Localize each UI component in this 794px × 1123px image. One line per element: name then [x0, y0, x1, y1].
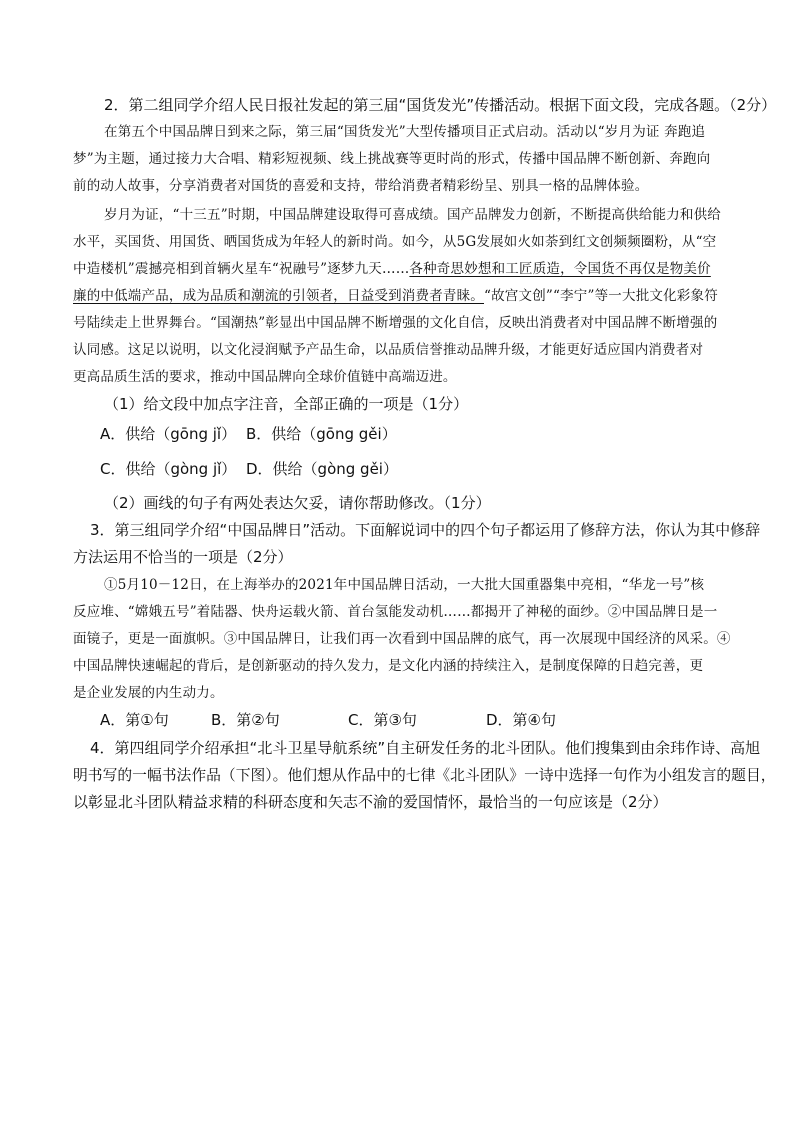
q2-passage-line: 岁月为证，“十三五”时期，中国品牌建设取得可喜成绩。国产品牌发力创新，不断提高供给能力和供给: [104, 207, 722, 223]
q2-passage-line: [73, 286, 718, 306]
q4-stem: 4．第四组同学介绍承担“北斗卫星导航系统”自主研发任务的北斗团队。他们搜集到由余玮作诗、高旭: [90, 739, 761, 757]
q3-stem: 方法运用不恰当的一项是（2分）: [73, 548, 293, 566]
q3-stem: 3．第三组同学介绍“中国品牌日”活动。下面解说词中的四个句子都运用了修辞方法，你认为其中修辞: [90, 521, 761, 539]
q3-passage-line: 中国品牌快速崛起的背后，是创新驱动的持久发力，是文化内涵的持续注入，是制度保障的日趋完善，更: [73, 658, 704, 674]
underlined-sentence: 廉的中低端产品，成为品质和潮流的引领者，日益受到消费者青睐。: [73, 288, 484, 304]
option-c[interactable]: C．供给（gòng jǐ）: [100, 460, 237, 478]
q2-passage-line: 前的动人故事，分享消费者对国货的喜爱和支持，带给消费者精彩纷呈、别具一格的品牌体验。: [73, 178, 649, 194]
q2-passage-line: 在第五个中国品牌日到来之际，第三届“国货发光”大型传播项目正式启动。活动以“岁月为证 奔跑追: [104, 124, 706, 140]
option-b[interactable]: B．第②句: [211, 711, 280, 729]
q2-sub2-stem: （2）画线的句子有两处表达欠妥，请你帮助修改。（1分）: [104, 494, 491, 512]
q3-passage-line: 是企业发展的内生动力。: [73, 685, 224, 701]
option-a[interactable]: A．供给（gōng jǐ）: [100, 425, 237, 443]
q2-stem: 2．第二组同学介绍人民日报社发起的第三届“国货发光”传播活动。根据下面文段，完成各题。（2分）: [104, 96, 777, 114]
option-b[interactable]: B．供给（gōng gěi）: [246, 425, 397, 443]
q3-passage-line: 面镜子，更是一面旗帜。③中国品牌日，让我们再一次看到中国品牌的底气，再一次展现中国经济的风采。④: [73, 631, 731, 647]
option-a[interactable]: A．第①句: [100, 711, 169, 729]
q2-passage-line: 水平，买国货、用国货、晒国货成为年轻人的新时尚。如今，从5G发展如火如荼到红文创频频圈粉，从“空: [73, 234, 717, 250]
q2-passage-line: 更高品质生活的要求，推动中国品牌向全球价值链中高端迈进。: [73, 369, 457, 385]
option-d[interactable]: D．供给（gòng gěi）: [246, 460, 398, 478]
underlined-sentence: 各种奇思妙想和工匠质造，令国货不再仅是物美价: [409, 261, 711, 277]
q4-stem: 明书写的一幅书法作品（下图）。他们想从作品中的七律《北斗团队》一诗中选择一句作为小组发言的题目，: [73, 766, 776, 784]
plain-text: 中造楼机”震撼亮相到首辆火星车“祝融号”逐梦九天……: [73, 261, 410, 277]
q4-stem: 以彰显北斗团队精益求精的科研态度和矢志不渝的爱国情怀，最恰当的一句应该是（2分）: [73, 793, 668, 811]
q2-passage-line: 号陆续走上世界舞台。“国潮热”彰显出中国品牌不断增强的文化自信，反映出消费者对中国品牌不断增强的: [73, 315, 718, 331]
q2-passage-line: 认同感。这足以说明，以文化浸润赋予产品生命，以品质信誉推动品牌升级，才能更好适应国内消费者对: [73, 342, 704, 358]
q3-passage-line: ①5月10－12日，在上海举办的2021年中国品牌日活动，一大批大国重器集中亮相，“华龙一号”核: [104, 577, 705, 593]
plain-text: “故宫文创”“李宁”等一大批文化彩象符: [484, 288, 718, 304]
q2-passage-line: 梦”为主题，通过接力大合唱、精彩短视频、线上挑战赛等更时尚的形式，传播中国品牌不断创新、奔跑向: [73, 151, 711, 167]
q2-passage-line: [73, 259, 711, 279]
option-c[interactable]: C．第③句: [348, 711, 417, 729]
option-d[interactable]: D．第④句: [486, 711, 556, 729]
q2-sub1-stem: （1）给文段中加点字注音，全部正确的一项是（1分）: [104, 395, 469, 413]
q3-passage-line: 反应堆、“嫦娥五号”着陆器、快舟运载火箭、首台氢能发动机……都揭开了神秘的面纱。②中国品牌日是一: [73, 604, 718, 620]
